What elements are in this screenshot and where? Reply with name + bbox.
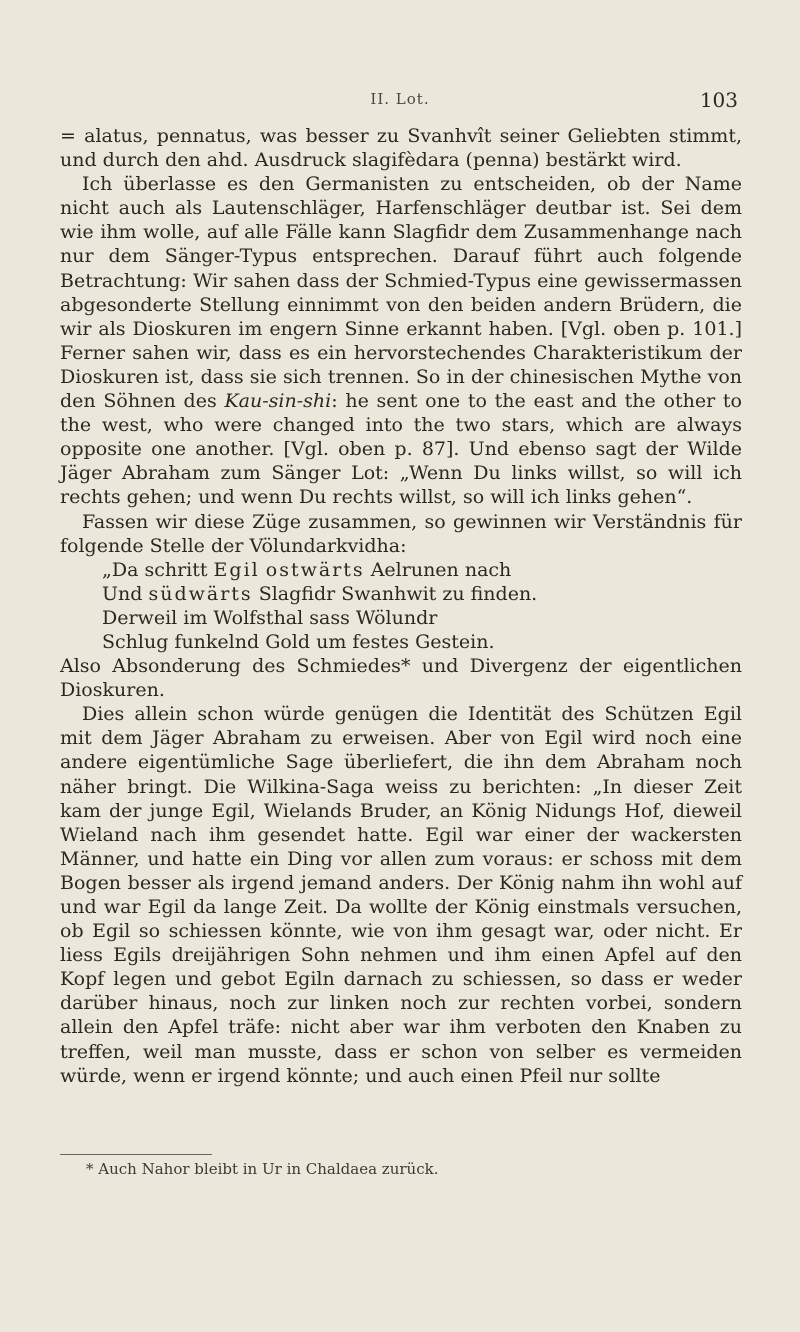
verse-line-4: Schlug funkelnd Gold um festes Gestein. xyxy=(102,630,495,653)
verse-line-2-text-b: Slagfidr Swanhwit zu finden. xyxy=(252,582,538,605)
paragraph-2 xyxy=(60,172,742,509)
paragraph-2-italic-name: Kau-sin-shi xyxy=(224,390,332,413)
page-number: 103 xyxy=(699,88,738,112)
footnote-rule xyxy=(60,1154,212,1155)
running-head xyxy=(60,88,740,118)
verse-line-1-text-a: „Da schritt xyxy=(102,558,214,581)
paragraph-2-text-a: Ich überlasse es den Germanisten zu entscheiden, ob der Name nicht auch als Lautenschläger, Harfenschläger deutbar ist. Sei dem wie ihm wolle, auf alle Fälle kann Slagfidr dem Zusammenhange nach nur dem Sänger-Typus entsprechen. Darauf führt auch folgende Betrachtung: Wir sahen dass der Schmied-Typus eine gewissermassen abgesonderte Stellung einnimmt von den beiden andern Brüdern, die wir als Dioskuren im engern Sinne erkannt haben. [Vgl. oben p. 101.] Ferner sahen wir, dass es ein hervorstechendes Charakteristikum der Dioskuren ist, dass sie sich trennen. So in der chinesischen Mythe von den Söhnen des xyxy=(60,173,742,413)
verse-line-1-text-b: Aelrunen nach xyxy=(364,558,512,581)
body-text xyxy=(60,124,742,1088)
verse-line-1-spaced-egil: Egil xyxy=(213,558,260,581)
footnote: * Auch Nahor bleibt in Ur in Chaldaea zurück. xyxy=(86,1160,439,1178)
running-title: II. Lot. xyxy=(370,90,430,108)
verse-quote xyxy=(102,558,742,654)
paragraph-4: Also Absonderung des Schmiedes* und Divergenz der eigentlichen Dioskuren. xyxy=(60,655,742,702)
verse-line-2-text-a: Und xyxy=(102,582,149,605)
paragraph-1: = alatus, pennatus, was besser zu Svanhvît seiner Geliebten stimmt, und durch den ahd. Ausdruck slagifèdara (penna) bestärkt wird. xyxy=(60,125,742,172)
verse-line-1 xyxy=(102,558,742,582)
verse-line-3: Derweil im Wolfsthal sass Wölundr xyxy=(102,606,438,629)
paragraph-3: Fassen wir diese Züge zusammen, so gewinnen wir Verständnis für folgende Stelle der Völundarkvidha: xyxy=(60,510,742,557)
verse-line-2 xyxy=(102,582,742,606)
paragraph-2-text-b: : he sent one to the east and the other to the west, who were changed into the two stars, which are always opposite one another. [Vgl. oben p. 87]. Und ebenso sagt der Wilde Jäger Abraham zum Sänger Lot: „Wenn Du links willst, so will ich rechts gehen; und wenn Du rechts willst, so will ich links gehen“. xyxy=(60,390,742,509)
verse-line-1-spaced-ostwaerts: ostwärts xyxy=(265,558,365,581)
verse-line-2-spaced-suedwaerts: südwärts xyxy=(148,582,253,605)
paragraph-5: Dies allein schon würde genügen die Identität des Schützen Egil mit dem Jäger Abraham zu erweisen. Aber von Egil wird noch eine andere eigentümliche Sage überliefert, die ihn dem Abraham noch näher bringt. Die Wilkina-Saga weiss zu berichten: „In dieser Zeit kam der junge Egil, Wielands Bruder, an König Nidungs Hof, dieweil Wieland nach ihm gesendet hatte. Egil war einer der wackersten Männer, und hatte ein Ding vor allen zum voraus: er schoss mit dem Bogen besser als irgend jemand anders. Der König nahm ihn wohl auf und war Egil da lange Zeit. Da wollte der König einstmals versuchen, ob Egil so schiessen könnte, wie von ihm gesagt war, oder nicht. Er liess Egils dreijährigen Sohn nehmen und ihm einen Apfel auf den Kopf legen und gebot Egiln darnach zu schiessen, so dass er weder darüber hinaus, noch zur linken noch zur rechten vorbei, sondern allein den Apfel träfe: nicht aber war ihm verboten den Knaben zu treffen, weil man musste, dass er schon von selber es vermeiden würde, wenn er irgend könnte; und auch einen Pfeil nur sollte xyxy=(60,703,742,1087)
